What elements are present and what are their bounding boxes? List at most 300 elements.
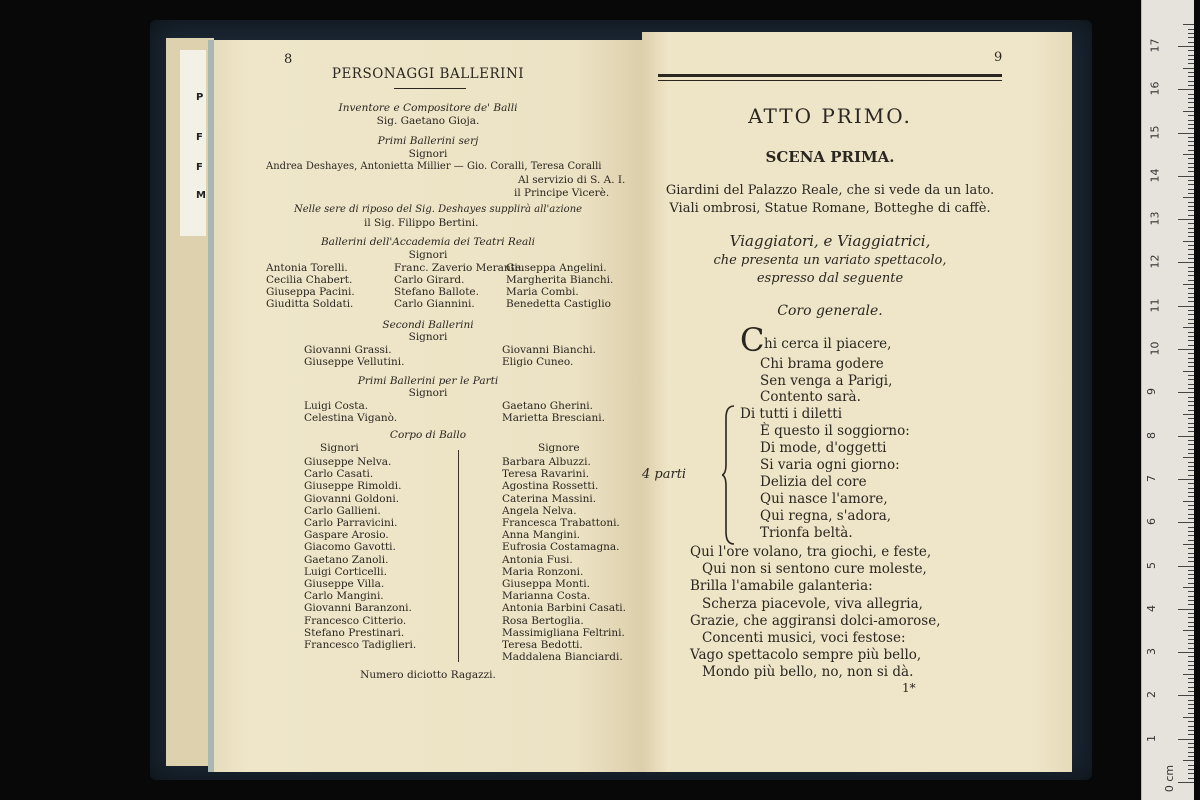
list-item: Teresa Bedotti. bbox=[502, 639, 583, 652]
ruler-tick bbox=[1188, 85, 1194, 86]
ruler-tick bbox=[1188, 691, 1194, 692]
ruler-tick bbox=[1188, 358, 1194, 359]
verses-c bbox=[690, 544, 941, 682]
ruler-tick bbox=[1183, 587, 1194, 588]
ruler-tick bbox=[1188, 59, 1194, 60]
ruler-tick bbox=[1188, 527, 1194, 528]
verses-b bbox=[740, 406, 910, 542]
list-item: Anna Mangini. bbox=[502, 529, 581, 542]
list-item: Giovanni Goldoni. bbox=[304, 492, 400, 505]
ruler-tick bbox=[1188, 509, 1194, 510]
ruler-unit: 0 cm bbox=[1163, 764, 1177, 793]
ruler-tick bbox=[1188, 29, 1194, 30]
coro-heading: Coro generale. bbox=[777, 303, 883, 319]
list-item: Massimigliana Feltrini. bbox=[502, 626, 625, 639]
ruler-tick bbox=[1178, 739, 1194, 740]
page-number: 8 bbox=[284, 52, 293, 67]
top-rule-thin bbox=[658, 80, 1002, 81]
list-item: Cecilia Chabert. bbox=[266, 274, 353, 286]
list-item: Giovanni Grassi. bbox=[304, 344, 392, 356]
ruler-tick bbox=[1188, 384, 1194, 385]
setting-line-1: Giardini del Palazzo Reale, che si vede da un lato. bbox=[665, 183, 995, 198]
ruler-tick bbox=[1188, 76, 1194, 77]
list-item: Contento sarà. bbox=[760, 389, 861, 405]
ruler-tick bbox=[1188, 193, 1194, 194]
list-item: Brilla l'amabile galanteria: bbox=[690, 578, 873, 595]
ruler-tick bbox=[1188, 72, 1194, 73]
ruler-tick bbox=[1188, 366, 1194, 367]
ruler-tick bbox=[1188, 345, 1194, 346]
ruler-tick bbox=[1188, 63, 1194, 64]
ruler-tick bbox=[1188, 410, 1194, 411]
ruler-tick bbox=[1188, 462, 1194, 463]
list-item: Giuseppe Nelva. bbox=[304, 456, 392, 468]
ruler-tick bbox=[1188, 713, 1194, 714]
list-item: Si varia ogni giorno: bbox=[760, 457, 900, 473]
list-item: Marietta Bresciani. bbox=[502, 412, 605, 424]
ruler-number: 1 bbox=[1145, 734, 1158, 742]
ruler-tick bbox=[1188, 561, 1194, 562]
ruler-tick bbox=[1188, 275, 1194, 276]
list-item: Di mode, d'oggetti bbox=[760, 440, 887, 456]
ruler-tick bbox=[1188, 765, 1194, 766]
corpo-head-signore: Signore bbox=[538, 442, 580, 454]
ruler-tick bbox=[1188, 700, 1194, 701]
list-item: Stefano Prestinari. bbox=[304, 626, 405, 639]
list-item: Maria Ronzoni. bbox=[502, 565, 584, 578]
list-item: Antonia Torelli. bbox=[266, 262, 348, 274]
ruler-tick bbox=[1188, 94, 1194, 95]
accademia-col-3 bbox=[506, 262, 613, 310]
side-label-letter: F bbox=[196, 162, 203, 173]
ruler-tick bbox=[1178, 566, 1194, 567]
list-item: Celestina Viganò. bbox=[304, 412, 398, 424]
ruler-tick bbox=[1188, 107, 1194, 108]
ruler-tick bbox=[1188, 418, 1194, 419]
ruler-tick bbox=[1178, 436, 1194, 437]
ruler-tick bbox=[1188, 557, 1194, 558]
ruler-tick bbox=[1188, 669, 1194, 670]
ruler-tick bbox=[1188, 280, 1194, 281]
ruler-number: 12 bbox=[1148, 254, 1162, 269]
ruler-tick bbox=[1183, 630, 1194, 631]
ruler-tick bbox=[1183, 414, 1194, 415]
ruler-tick bbox=[1188, 249, 1194, 250]
list-item: Giuseppa Angelini. bbox=[506, 262, 607, 274]
list-item: Francesca Trabattoni. bbox=[502, 517, 620, 530]
ruler-tick bbox=[1188, 453, 1194, 454]
ruler-tick bbox=[1188, 643, 1194, 644]
parti-heading: Primi Ballerini per le Parti bbox=[357, 375, 499, 387]
ruler-tick bbox=[1188, 548, 1194, 549]
ruler-tick bbox=[1188, 617, 1194, 618]
heading-rule bbox=[394, 88, 466, 89]
ruler-tick bbox=[1188, 98, 1194, 99]
ruler-tick bbox=[1188, 583, 1194, 584]
ruler-tick bbox=[1188, 440, 1194, 441]
ruler-tick bbox=[1188, 665, 1194, 666]
drop-cap: C bbox=[740, 321, 765, 359]
ruler-tick bbox=[1188, 687, 1194, 688]
riposo-line: Nelle sere di riposo del Sig. Deshayes supplirà all'azione bbox=[294, 204, 583, 215]
list-item: Maria Combi. bbox=[506, 286, 579, 298]
ruler-tick bbox=[1188, 570, 1194, 571]
servizio-line: Al servizio di S. A. I. bbox=[518, 174, 626, 186]
ruler-tick bbox=[1188, 743, 1194, 744]
ruler-tick bbox=[1188, 622, 1194, 623]
list-item: Luigi Costa. bbox=[304, 400, 369, 412]
list-item: Marianna Costa. bbox=[502, 590, 591, 603]
ruler-tick bbox=[1188, 332, 1194, 333]
ruler-tick bbox=[1178, 652, 1194, 653]
ruler-tick bbox=[1188, 102, 1194, 103]
list-item: Scherza piacevole, viva allegria, bbox=[702, 595, 923, 612]
ruler-tick bbox=[1188, 171, 1194, 172]
ruler-tick bbox=[1188, 158, 1194, 159]
ruler-number: 7 bbox=[1145, 474, 1158, 482]
ruler-tick bbox=[1188, 604, 1194, 605]
list-item: Teresa Ravarini. bbox=[502, 468, 590, 481]
espresso-line: espresso dal seguente bbox=[756, 271, 904, 286]
list-item: Francesco Tadiglieri. bbox=[304, 639, 417, 652]
list-item: Di tutti i diletti bbox=[740, 406, 843, 422]
list-item: Delizia del core bbox=[760, 474, 867, 490]
signori-label: Signori bbox=[408, 387, 448, 399]
list-item: Carlo Gallieni. bbox=[304, 504, 381, 517]
ruler-tick bbox=[1178, 219, 1194, 220]
verse-line: hi cerca il piacere, bbox=[764, 336, 892, 352]
accademia-heading: Ballerini dell'Accademia dei Teatri Reali bbox=[320, 236, 536, 248]
accademia-col-1 bbox=[266, 262, 355, 310]
ruler-tick bbox=[1188, 150, 1194, 151]
ruler-tick bbox=[1188, 470, 1194, 471]
ruler-tick bbox=[1188, 145, 1194, 146]
ruler-number: 6 bbox=[1145, 518, 1158, 526]
ruler-tick bbox=[1188, 42, 1194, 43]
list-item: Giovanni Bianchi. bbox=[502, 344, 596, 356]
ruler-tick bbox=[1188, 444, 1194, 445]
ruler-tick bbox=[1188, 180, 1194, 181]
ruler-tick bbox=[1188, 613, 1194, 614]
parti-col-2 bbox=[502, 400, 605, 424]
side-label-letter: P bbox=[196, 92, 204, 103]
ruler-tick bbox=[1188, 319, 1194, 320]
ruler-tick bbox=[1188, 267, 1194, 268]
list-item: Vago spettacolo sempre più bello, bbox=[690, 647, 922, 664]
atto-title: ATTO PRIMO. bbox=[748, 104, 912, 128]
ruler-tick bbox=[1188, 475, 1194, 476]
list-item: Concenti musici, voci festose: bbox=[702, 630, 906, 647]
ruler-tick bbox=[1188, 288, 1194, 289]
list-item: Qui l'ore volano, tra giochi, e feste, bbox=[690, 544, 932, 560]
ruler-tick bbox=[1178, 176, 1194, 177]
ruler-tick bbox=[1188, 704, 1194, 705]
list-item: Carlo Girard. bbox=[394, 274, 465, 286]
column-divider bbox=[458, 450, 459, 662]
measurement-ruler bbox=[1141, 0, 1194, 800]
ruler-tick bbox=[1188, 708, 1194, 709]
ruler-tick bbox=[1188, 721, 1194, 722]
ruler-tick bbox=[1188, 466, 1194, 467]
ruler-tick bbox=[1188, 769, 1194, 770]
ruler-tick bbox=[1188, 362, 1194, 363]
list-item: Margherita Bianchi. bbox=[506, 274, 614, 286]
ruler-tick bbox=[1188, 336, 1194, 337]
ruler-number: 15 bbox=[1148, 125, 1162, 139]
brace-icon bbox=[722, 404, 736, 546]
ruler-number: 17 bbox=[1148, 38, 1162, 53]
ruler-number: 3 bbox=[1145, 648, 1158, 656]
ruler-tick bbox=[1188, 50, 1194, 51]
ruler-tick bbox=[1188, 137, 1194, 138]
ruler-tick bbox=[1188, 600, 1194, 601]
list-item: Maddalena Bianciardi. bbox=[502, 651, 623, 664]
ruler-tick bbox=[1188, 431, 1194, 432]
ruler-tick bbox=[1183, 457, 1194, 458]
ruler-tick bbox=[1183, 68, 1194, 69]
list-item: È questo il soggiorno: bbox=[760, 423, 910, 439]
ruler-tick bbox=[1183, 24, 1194, 25]
verses-a bbox=[760, 356, 892, 406]
list-item: Benedetta Castiglio bbox=[506, 298, 611, 310]
list-item: Mondo più bello, no, non si dà. bbox=[702, 664, 914, 681]
list-item: Agostina Rossetti. bbox=[502, 480, 599, 493]
ruler-tick bbox=[1188, 635, 1194, 636]
ruler-tick bbox=[1188, 752, 1194, 753]
list-item: Caterina Massini. bbox=[502, 492, 597, 505]
list-item: Rosa Bertoglia. bbox=[502, 614, 584, 627]
left-page bbox=[214, 40, 643, 772]
ruler-tick bbox=[1188, 141, 1194, 142]
ruler-number: 10 bbox=[1148, 341, 1162, 356]
ruler-tick bbox=[1188, 115, 1194, 116]
list-item: Chi brama godere bbox=[760, 356, 884, 372]
ruler-tick bbox=[1188, 323, 1194, 324]
inventore-line: Inventore e Compositore de' Balli bbox=[338, 102, 518, 114]
ruler-tick bbox=[1188, 656, 1194, 657]
ruler-tick bbox=[1188, 340, 1194, 341]
list-item: Carlo Giannini. bbox=[394, 298, 475, 310]
ruler-tick bbox=[1188, 535, 1194, 536]
ruler-tick bbox=[1188, 33, 1194, 34]
list-item: Angela Nelva. bbox=[502, 504, 577, 517]
list-item: Qui non si sentono cure moleste, bbox=[702, 561, 927, 578]
primi-serj-heading: Primi Ballerini serj bbox=[377, 135, 479, 147]
ruler-tick bbox=[1188, 682, 1194, 683]
ruler-tick bbox=[1183, 284, 1194, 285]
ruler-number: 2 bbox=[1145, 691, 1158, 699]
list-item: Francesco Citterio. bbox=[304, 614, 407, 627]
ruler-tick bbox=[1188, 639, 1194, 640]
list-item: Giuseppe Villa. bbox=[304, 578, 385, 591]
accademia-col-2 bbox=[394, 262, 524, 310]
list-item: Franc. Zaverio Merante. bbox=[394, 262, 525, 274]
ruler-tick bbox=[1178, 262, 1194, 263]
list-item: Eligio Cuneo. bbox=[502, 356, 574, 368]
inventore-name: Sig. Gaetano Gioja. bbox=[376, 115, 480, 127]
presenta-line: che presenta un variato spettacolo, bbox=[713, 253, 947, 268]
ruler-tick bbox=[1188, 553, 1194, 554]
right-page bbox=[642, 32, 1072, 772]
ruler-tick bbox=[1188, 540, 1194, 541]
ruler-tick bbox=[1178, 609, 1194, 610]
signori-label: Signori bbox=[408, 249, 448, 261]
ruler-tick bbox=[1183, 501, 1194, 502]
ruler-tick bbox=[1188, 37, 1194, 38]
list-item: Eufrosia Costamagna. bbox=[502, 541, 620, 554]
ruler-tick bbox=[1183, 154, 1194, 155]
ruler-tick bbox=[1183, 241, 1194, 242]
ruler-tick bbox=[1188, 496, 1194, 497]
ruler-tick bbox=[1188, 531, 1194, 532]
ruler-tick bbox=[1188, 163, 1194, 164]
page-heading: PERSONAGGI BALLERINI bbox=[331, 66, 525, 82]
ruler-number: 14 bbox=[1148, 168, 1162, 183]
ruler-tick bbox=[1188, 375, 1194, 376]
ruler-tick bbox=[1188, 423, 1194, 424]
ruler-tick bbox=[1178, 306, 1194, 307]
ruler-tick bbox=[1188, 427, 1194, 428]
ruler-tick bbox=[1188, 293, 1194, 294]
ruler-tick bbox=[1178, 695, 1194, 696]
ruler-number: 8 bbox=[1145, 431, 1158, 439]
ruler-tick bbox=[1188, 734, 1194, 735]
list-item: Qui regna, s'adora, bbox=[760, 508, 892, 524]
ruler-tick bbox=[1188, 730, 1194, 731]
ruler-tick bbox=[1188, 258, 1194, 259]
ruler-tick bbox=[1183, 544, 1194, 545]
ruler-tick bbox=[1188, 210, 1194, 211]
list-item: Carlo Casati. bbox=[304, 468, 374, 481]
signori-label: Signori bbox=[408, 148, 448, 160]
list-item: Antonia Fusi. bbox=[502, 553, 573, 566]
ruler-tick bbox=[1188, 128, 1194, 129]
ruler-tick bbox=[1183, 197, 1194, 198]
ruler-tick bbox=[1188, 232, 1194, 233]
ruler-tick bbox=[1188, 626, 1194, 627]
ragazzi-line: Numero diciotto Ragazzi. bbox=[360, 669, 496, 681]
ruler-tick bbox=[1188, 228, 1194, 229]
ruler-tick bbox=[1188, 202, 1194, 203]
ruler-tick bbox=[1178, 46, 1194, 47]
ruler-number: 9 bbox=[1145, 388, 1158, 396]
parti-col-1 bbox=[304, 400, 397, 424]
secondi-col-1 bbox=[304, 344, 404, 368]
list-item: Sen venga a Parigi, bbox=[760, 372, 893, 389]
ruler-tick bbox=[1188, 236, 1194, 237]
ruler-tick bbox=[1188, 353, 1194, 354]
ruler-tick bbox=[1188, 488, 1194, 489]
ruler-tick bbox=[1183, 674, 1194, 675]
secondi-col-2 bbox=[502, 344, 596, 368]
ruler-tick bbox=[1178, 782, 1194, 783]
list-item: Giuditta Soldati. bbox=[266, 298, 354, 310]
list-item: Carlo Parravicini. bbox=[304, 517, 398, 530]
ruler-tick bbox=[1188, 254, 1194, 255]
ruler-tick bbox=[1188, 124, 1194, 125]
ruler-tick bbox=[1188, 245, 1194, 246]
list-item: Giovanni Baranzoni. bbox=[304, 602, 412, 615]
ruler-tick bbox=[1188, 661, 1194, 662]
secondi-heading: Secondi Ballerini bbox=[382, 319, 474, 331]
ruler-tick bbox=[1188, 314, 1194, 315]
ruler-tick bbox=[1188, 514, 1194, 515]
ruler-tick bbox=[1188, 301, 1194, 302]
ruler-tick bbox=[1188, 215, 1194, 216]
side-label-letter: M bbox=[196, 190, 206, 201]
viaggiatori-line: Viaggiatori, e Viaggiatrici, bbox=[729, 232, 931, 250]
ruler-tick bbox=[1188, 55, 1194, 56]
corpo-col-1 bbox=[304, 456, 416, 651]
list-item: Giuseppa Pacini. bbox=[266, 286, 355, 298]
signature-mark: 1* bbox=[902, 681, 916, 695]
ruler-number: 16 bbox=[1148, 81, 1162, 96]
ruler-tick bbox=[1188, 578, 1194, 579]
ruler-tick bbox=[1188, 678, 1194, 679]
parti-label: 4 parti bbox=[642, 467, 687, 482]
principe-line: il Principe Vicerè. bbox=[514, 187, 610, 199]
ruler-tick bbox=[1178, 133, 1194, 134]
list-item: Giuseppa Monti. bbox=[502, 578, 590, 591]
ruler-tick bbox=[1178, 89, 1194, 90]
ruler-tick bbox=[1188, 189, 1194, 190]
ruler-tick bbox=[1188, 778, 1194, 779]
list-item: Gaetano Gherini. bbox=[502, 400, 593, 412]
list-item: Giuseppe Vellutini. bbox=[304, 356, 405, 368]
ruler-tick bbox=[1183, 371, 1194, 372]
ruler-tick bbox=[1188, 596, 1194, 597]
ruler-tick bbox=[1188, 297, 1194, 298]
ruler-tick bbox=[1188, 492, 1194, 493]
corpo-col-2 bbox=[502, 456, 626, 663]
ruler-tick bbox=[1188, 401, 1194, 402]
ruler-number: 4 bbox=[1145, 604, 1158, 612]
ruler-tick bbox=[1188, 379, 1194, 380]
list-item: Barbara Albuzzi. bbox=[502, 456, 591, 468]
corpo-heading: Corpo di Ballo bbox=[389, 429, 467, 441]
list-item: Grazie, che aggiransi dolci-amorose, bbox=[690, 612, 941, 629]
list-item: Gaetano Zanoli. bbox=[304, 553, 389, 566]
list-item: Carlo Mangini. bbox=[304, 590, 384, 603]
list-item: Qui nasce l'amore, bbox=[760, 491, 888, 507]
scena-title: SCENA PRIMA. bbox=[765, 148, 895, 166]
primi-dancers: Andrea Deshayes, Antonietta Millier — Gio. Coralli, Teresa Coralli bbox=[266, 161, 602, 172]
ruler-tick bbox=[1188, 271, 1194, 272]
setting-line-2: Viali ombrosi, Statue Romane, Botteghe di caffè. bbox=[669, 201, 991, 216]
corpo-head-signori: Signori bbox=[320, 442, 359, 454]
ruler-tick bbox=[1188, 397, 1194, 398]
ruler-tick bbox=[1188, 223, 1194, 224]
list-item: Gaspare Arosio. bbox=[304, 529, 389, 542]
ruler-number: 13 bbox=[1148, 211, 1162, 226]
ruler-number: 11 bbox=[1148, 298, 1162, 313]
list-item: Giacomo Gavotti. bbox=[304, 541, 396, 554]
ruler-tick bbox=[1178, 522, 1194, 523]
ruler-tick bbox=[1188, 405, 1194, 406]
ruler-tick bbox=[1183, 111, 1194, 112]
ruler-tick bbox=[1188, 756, 1194, 757]
ruler-tick bbox=[1188, 648, 1194, 649]
ruler-tick bbox=[1183, 717, 1194, 718]
ruler-tick bbox=[1183, 327, 1194, 328]
signori-label: Signori bbox=[408, 331, 448, 343]
ruler-tick bbox=[1188, 773, 1194, 774]
list-item: Antonia Barbini Casati. bbox=[502, 602, 626, 615]
ruler-tick bbox=[1188, 591, 1194, 592]
ruler-tick bbox=[1188, 81, 1194, 82]
bertini-line: il Sig. Filippo Bertini. bbox=[364, 217, 479, 229]
side-label bbox=[180, 50, 206, 236]
